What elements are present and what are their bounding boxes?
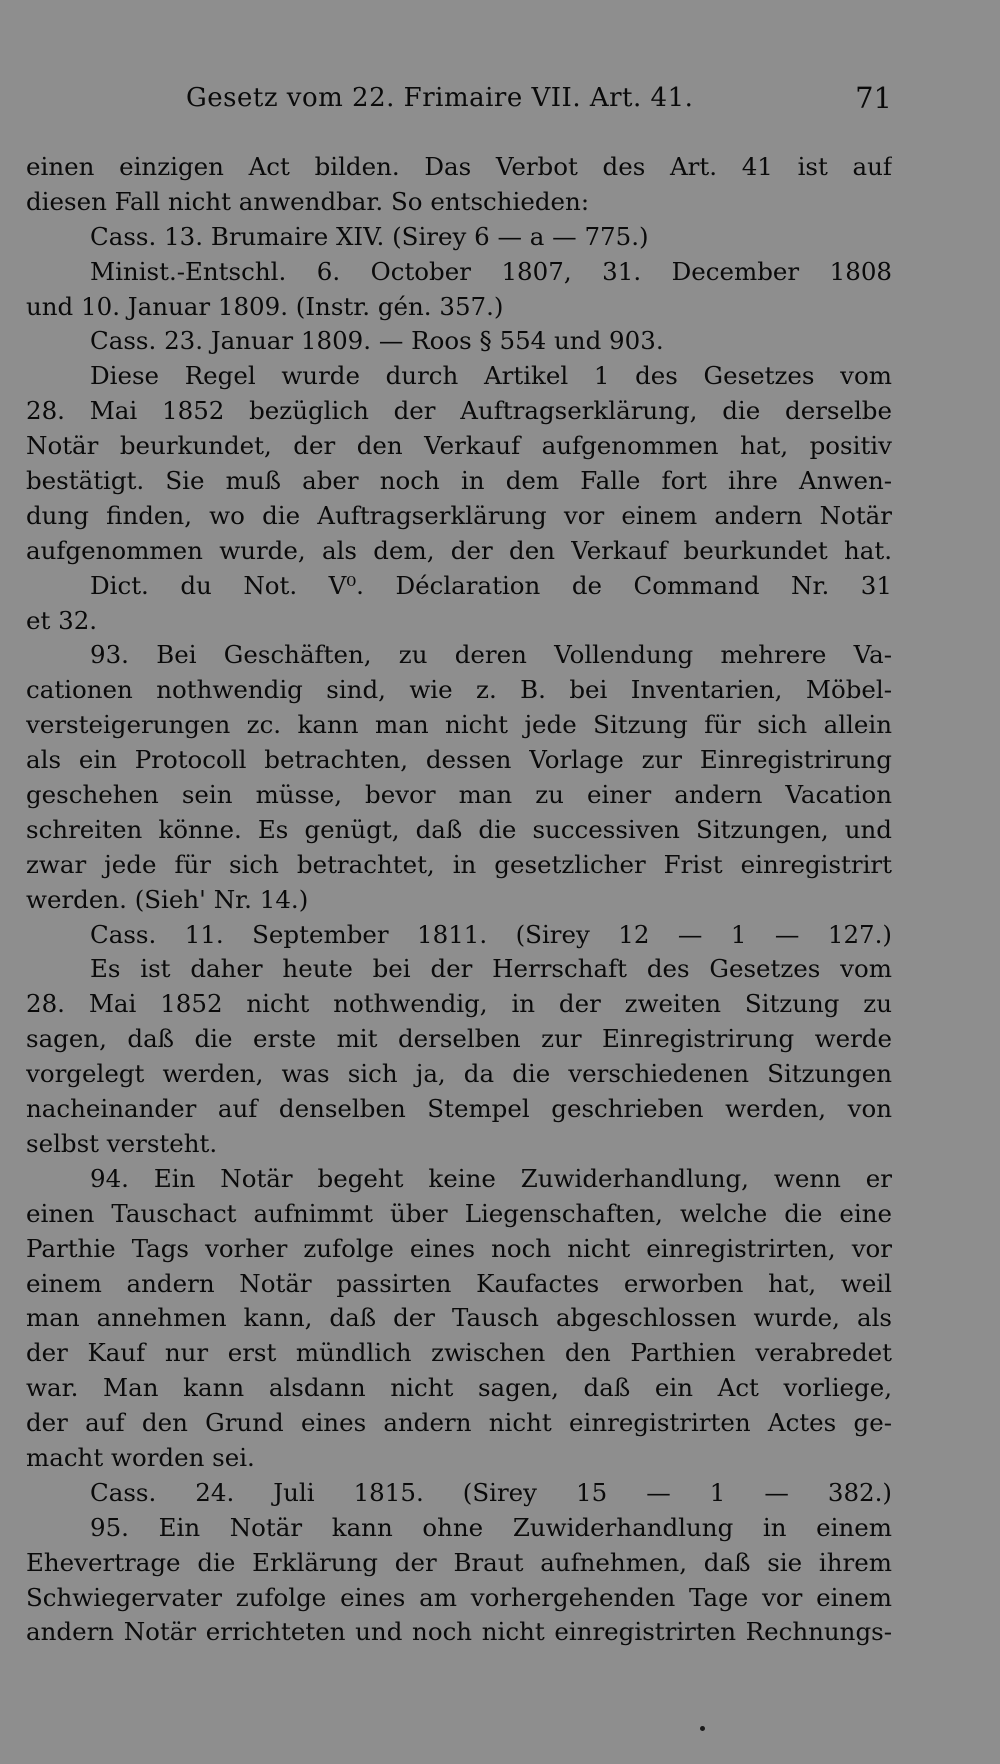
text-line: dung finden, wo die Auftragserklärung vor einem andern Notär <box>26 500 892 530</box>
text-line: Diese Regel wurde durch Artikel 1 des Gesetzes vom <box>90 361 892 391</box>
text-line: der Kauf nur erst mündlich zwischen den Parthien verabredet <box>26 1338 892 1368</box>
text-line: 94. Ein Notär begeht keine Zuwiderhandlung, wenn er <box>90 1163 892 1193</box>
text-line: als ein Protocoll betrachten, dessen Vorlage zur Einregistrirung <box>26 745 892 775</box>
text-line: Parthie Tags vorher zufolge eines noch nicht einregistrirten, vor <box>26 1233 892 1263</box>
text-line: 93. Bei Geschäften, zu deren Vollendung mehrere Va- <box>90 640 892 670</box>
running-head <box>26 78 892 118</box>
text-line: 95. Ein Notär kann ohne Zuwiderhandlung in einem <box>90 1512 892 1542</box>
text-line: und 10. Januar 1809. (Instr. gén. 357.) <box>26 291 504 321</box>
text-line: geschehen sein müsse, bevor man zu einer andern Vacation <box>26 780 892 810</box>
text-line: Cass. 23. Januar 1809. — Roos § 554 und 903. <box>90 326 664 356</box>
text-line: nacheinander auf denselben Stempel geschrieben werden, von <box>26 1094 892 1124</box>
text-line: macht worden sei. <box>26 1442 255 1472</box>
text-line: Ehevertrage die Erklärung der Braut aufnehmen, daß sie ihrem <box>26 1547 892 1577</box>
text-line: andern Notär errichteten und noch nicht einregistrirten Rechnungs- <box>26 1617 892 1647</box>
text-line: werden. (Sieh' Nr. 14.) <box>26 884 309 914</box>
text-line: bestätigt. Sie muß aber noch in dem Falle fort ihre Anwen- <box>26 466 892 496</box>
running-head-title: Gesetz vom 22. Frimaire VII. Art. 41. <box>186 83 694 113</box>
text-line: diesen Fall nicht anwendbar. So entschieden: <box>26 186 590 216</box>
text-line: schreiten könne. Es genügt, daß die successiven Sitzungen, und <box>26 814 892 844</box>
text-line: war. Man kann alsdann nicht sagen, daß ein Act vorliege, <box>26 1373 892 1403</box>
text-line: Es ist daher heute bei der Herrschaft des Gesetzes vom <box>90 954 892 984</box>
text-line: 28. Mai 1852 nicht nothwendig, in der zweiten Sitzung zu <box>26 989 892 1019</box>
text-line: Notär beurkundet, der den Verkauf aufgenommen hat, positiv <box>26 431 892 461</box>
text-line: Cass. 24. Juli 1815. (Sirey 15 — 1 — 382.) <box>90 1477 892 1507</box>
text-line: Cass. 11. September 1811. (Sirey 12 — 1 — 127.) <box>90 919 892 949</box>
text-line: versteigerungen zc. kann man nicht jede Sitzung für sich allein <box>26 710 892 740</box>
text-line: Dict. du Not. V⁰. Déclaration de Command Nr. 31 <box>90 570 892 600</box>
text-line: Cass. 13. Brumaire XIV. (Sirey 6 — a — 775.) <box>90 221 649 251</box>
text-line: vorgelegt werden, was sich ja, da die verschiedenen Sitzungen <box>26 1059 892 1089</box>
text-line: man annehmen kann, daß der Tausch abgeschlossen wurde, als <box>26 1303 892 1333</box>
text-line: aufgenommen wurde, als dem, der den Verkauf beurkundet hat. <box>26 535 892 565</box>
text-line: selbst versteht. <box>26 1128 218 1158</box>
text-line: Schwiegervater zufolge eines am vorhergehenden Tage vor einem <box>26 1582 892 1612</box>
text-line: sagen, daß die erste mit derselben zur Einregistrirung werde <box>26 1024 892 1054</box>
text-line: einen einzigen Act bilden. Das Verbot des Art. 41 ist auf <box>26 152 892 181</box>
text-line: 28. Mai 1852 bezüglich der Auftragserklärung, die derselbe <box>26 396 892 426</box>
text-line: cationen nothwendig sind, wie z. B. bei Inventarien, Möbel- <box>26 675 892 705</box>
page-number: 71 <box>855 81 892 115</box>
text-line: einem andern Notär passirten Kaufactes erworben hat, weil <box>26 1268 892 1298</box>
text-line: zwar jede für sich betrachtet, in gesetzlicher Frist einregistrirt <box>26 849 892 879</box>
text-line: et 32. <box>26 605 98 635</box>
text-line: der auf den Grund eines andern nicht einregistrirten Actes ge- <box>26 1408 892 1438</box>
body-text <box>26 150 892 1650</box>
print-speck <box>700 1726 705 1731</box>
text-line: Minist.-Entschl. 6. October 1807, 31. December 1808 <box>90 256 892 286</box>
text-line: einen Tauschact aufnimmt über Liegenschaften, welche die eine <box>26 1198 892 1228</box>
